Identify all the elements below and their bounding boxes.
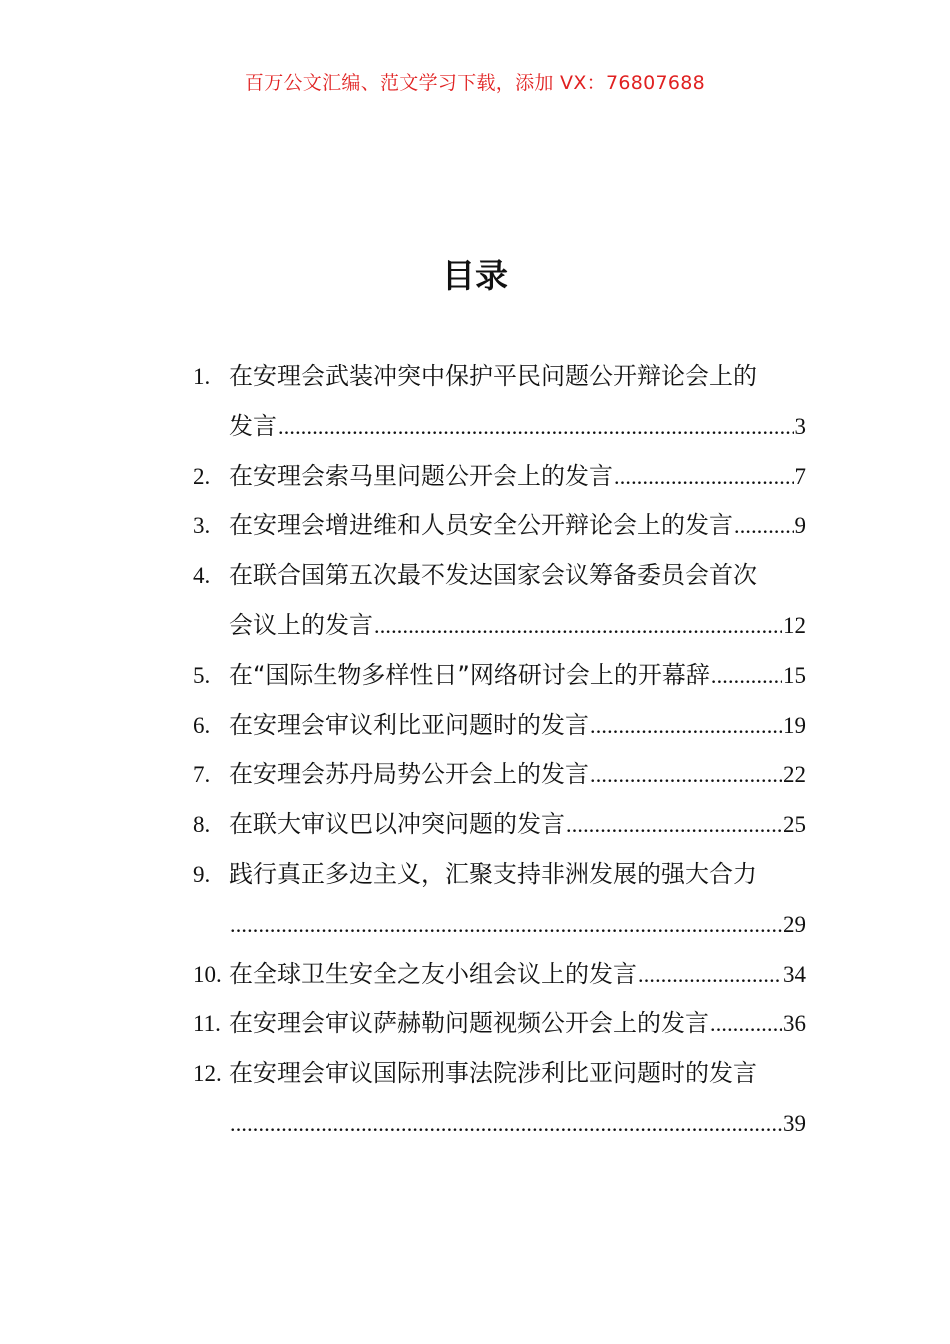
dot-leader (374, 601, 782, 651)
toc-entry-number: 7. (193, 762, 211, 788)
dot-leader (711, 651, 782, 701)
toc-entry-3[interactable] (193, 501, 806, 551)
toc-entry-title: 在全球卫生安全之友小组会议上的发言 (229, 959, 637, 988)
toc-page-number: 3 (794, 413, 806, 439)
toc-page-number: 19 (783, 712, 806, 738)
toc-entry-title: 在安理会审议萨赫勒问题视频公开会上的发言 (229, 1009, 709, 1038)
toc-entry-title: 践行真正多边主义，汇聚支持非洲发展的强大合力 (229, 859, 757, 888)
toc-entry-number: 5. (193, 662, 211, 688)
toc-page-number: 12 (783, 612, 806, 638)
toc-page-number: 15 (783, 662, 806, 688)
toc-entry-title: 在安理会索马里问题公开会上的发言 (229, 461, 613, 490)
toc-entry-number: 3. (193, 513, 211, 539)
toc-page-number: 25 (783, 812, 806, 838)
dot-leader (230, 900, 782, 950)
toc-entry-7[interactable] (193, 750, 806, 800)
toc-entry-title: 在安理会增进维和人员安全公开辩论会上的发言 (229, 511, 733, 540)
toc-entry-12-cont[interactable] (193, 1099, 806, 1149)
table-of-contents (193, 352, 806, 1149)
toc-entry-number: 4. (193, 563, 211, 589)
toc-entry-number: 11. (193, 1011, 221, 1037)
toc-page-number: 39 (783, 1110, 806, 1136)
toc-entry-title: 在安理会武装冲突中保护平民问题公开辩论会上的 (229, 362, 757, 390)
dot-leader (590, 750, 782, 800)
dot-leader (566, 800, 782, 850)
toc-entry-4[interactable] (193, 551, 806, 601)
toc-entry-title: 在联大审议巴以冲突问题的发言 (229, 810, 565, 839)
toc-page-number: 34 (783, 961, 806, 987)
toc-entry-number: 9. (193, 861, 211, 887)
toc-entry-number: 10. (193, 961, 222, 987)
dot-leader (278, 402, 794, 452)
toc-entry-1[interactable] (193, 352, 806, 402)
toc-page-number: 7 (794, 463, 806, 489)
dot-leader (614, 452, 794, 502)
toc-entry-number: 8. (193, 812, 211, 838)
toc-title: 目录 (442, 256, 508, 295)
toc-page-number: 22 (783, 762, 806, 788)
toc-page-number: 29 (783, 911, 806, 937)
dot-leader (734, 501, 794, 551)
dot-leader (638, 950, 782, 1000)
toc-entry-title: 在联合国第五次最不发达国家会议筹备委员会首次 (229, 561, 757, 590)
toc-entry-title-cont: 发言 (229, 411, 277, 440)
toc-entry-title: 在安理会苏丹局势公开会上的发言 (229, 760, 589, 789)
dot-leader (710, 999, 782, 1049)
toc-entry-number: 2. (193, 463, 211, 489)
toc-entry-number: 12. (193, 1061, 222, 1087)
toc-entry-title: 在安理会审议国际刑事法院涉利比亚问题时的发言 (229, 1059, 757, 1088)
dot-leader (230, 1099, 782, 1149)
toc-entry-8[interactable] (193, 800, 806, 850)
toc-entry-10[interactable] (193, 950, 806, 1000)
toc-entry-number: 6. (193, 712, 211, 738)
toc-entry-6[interactable] (193, 701, 806, 751)
toc-entry-4-cont[interactable] (193, 601, 806, 651)
watermark-text: 百万公文汇编、范文学习下载，添加 VX：76807688 (244, 72, 706, 94)
toc-entry-9-cont[interactable] (193, 900, 806, 950)
toc-entry-1-cont[interactable] (193, 402, 806, 452)
toc-entry-title: 在安理会审议利比亚问题时的发言 (229, 710, 589, 739)
toc-entry-5[interactable] (193, 651, 806, 701)
toc-entry-title-cont: 会议上的发言 (229, 610, 373, 639)
toc-entry-12[interactable] (193, 1049, 806, 1099)
toc-page-number: 36 (783, 1011, 806, 1037)
toc-entry-2[interactable] (193, 452, 806, 502)
toc-entry-title: 在“国际生物多样性日”网络研讨会上的开幕辞 (229, 660, 710, 689)
toc-entry-number: 1. (193, 364, 211, 389)
toc-entry-9[interactable] (193, 850, 806, 900)
toc-entry-11[interactable] (193, 999, 806, 1049)
dot-leader (590, 701, 782, 751)
toc-page-number: 9 (794, 513, 806, 539)
